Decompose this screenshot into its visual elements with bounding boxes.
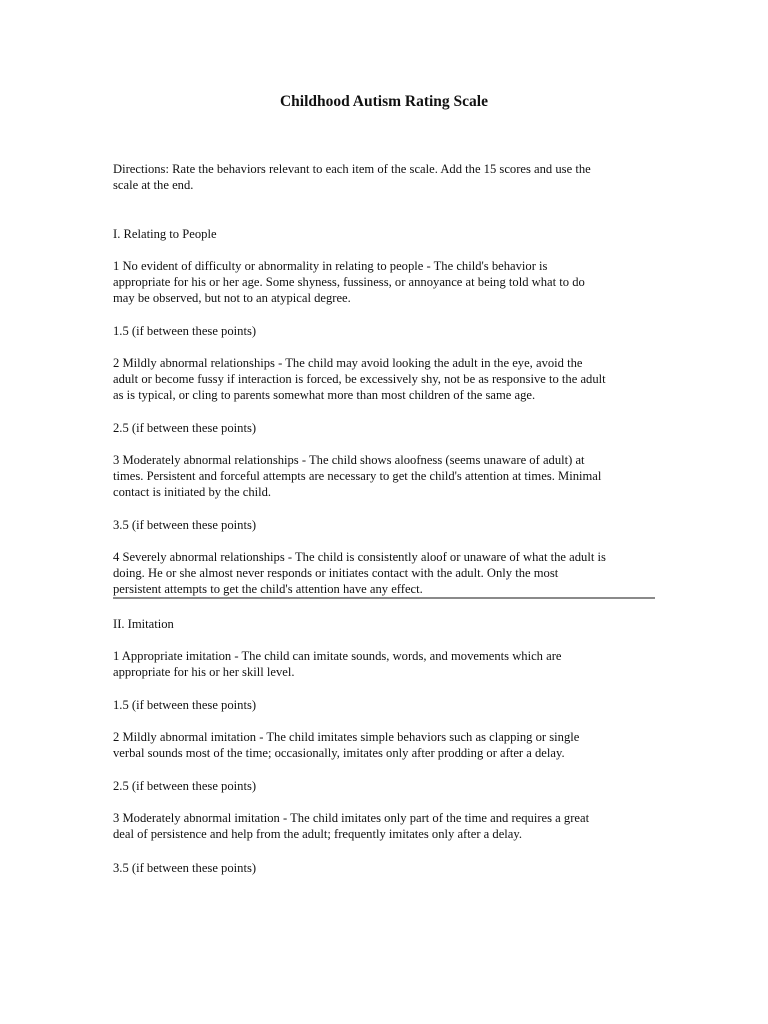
rating-line: appropriate for his or her age. Some shyness, fussiness, or annoyance at being told what to do (113, 275, 585, 290)
rating-item-2-5 (113, 420, 648, 436)
rating-line: 1.5 (if between these points) (113, 324, 257, 338)
directions-line: Directions: Rate the behaviors relevant to each item of the scale. Add the 15 scores and use the (113, 162, 591, 176)
imitation-item-2 (113, 729, 648, 761)
page-title: Childhood Autism Rating Scale (279, 93, 488, 110)
imitation-item-3-5 (113, 860, 648, 876)
rating-line: adult or become fussy if interaction is forced, be excessively shy, not be as responsive to the adult (113, 372, 606, 387)
rating-item-4 (113, 549, 648, 598)
rating-line: verbal sounds most of the time; occasionally, imitates only after prodding or after a delay. (113, 746, 565, 761)
rating-item-1-5 (113, 323, 648, 339)
rating-line: doing. He or she almost never responds or initiates contact with the adult. Only the most (113, 566, 559, 581)
rating-line: 3.5 (if between these points) (113, 861, 257, 875)
rating-item-3-5 (113, 517, 648, 533)
rating-line: 1 Appropriate imitation - The child can imitate sounds, words, and movements which are (113, 649, 562, 663)
directions-paragraph (113, 161, 648, 193)
rating-line: 3 Moderately abnormal imitation - The child imitates only part of the time and requires a great (113, 811, 590, 825)
rating-item-3 (113, 452, 648, 501)
rating-line: 1 No evident of difficulty or abnormality in relating to people - The child's behavior is (113, 259, 548, 273)
rating-line: may be observed, but not to an atypical degree. (113, 291, 351, 306)
rating-line: contact is initiated by the child. (113, 485, 272, 500)
imitation-item-2-5 (113, 778, 648, 794)
rating-line: 2 Mildly abnormal imitation - The child imitates simple behaviors such as clapping or single (113, 730, 580, 744)
rating-line: persistent attempts to get the child's attention have any effect. (113, 582, 423, 597)
section-divider (113, 597, 655, 599)
rating-line: 2.5 (if between these points) (113, 779, 257, 793)
section-heading-imitation: II. Imitation (113, 617, 174, 631)
rating-line: 2 Mildly abnormal relationships - The child may avoid looking the adult in the eye, avoid the (113, 356, 583, 370)
rating-line: as is typical, or cling to parents somewhat more than most children of the same age. (113, 388, 536, 403)
rating-line: 4 Severely abnormal relationships - The child is consistently aloof or unaware of what the adult is (113, 550, 606, 564)
directions-line: scale at the end. (113, 178, 194, 193)
rating-item-2 (113, 355, 648, 404)
rating-item-1 (113, 258, 648, 307)
rating-line: appropriate for his or her skill level. (113, 665, 295, 680)
rating-line: 1.5 (if between these points) (113, 698, 257, 712)
rating-line: times. Persistent and forceful attempts are necessary to get the child's attention at times. Minimal (113, 469, 602, 484)
imitation-item-1 (113, 648, 648, 680)
imitation-item-3 (113, 810, 648, 842)
rating-line: 3.5 (if between these points) (113, 518, 257, 532)
section-heading-relating-to-people: I. Relating to People (113, 227, 217, 241)
imitation-item-1-5 (113, 697, 648, 713)
rating-line: 3 Moderately abnormal relationships - The child shows aloofness (seems unaware of adult) at (113, 453, 585, 467)
rating-line: 2.5 (if between these points) (113, 421, 257, 435)
rating-line: deal of persistence and help from the adult; frequently imitates only after a delay. (113, 827, 523, 842)
